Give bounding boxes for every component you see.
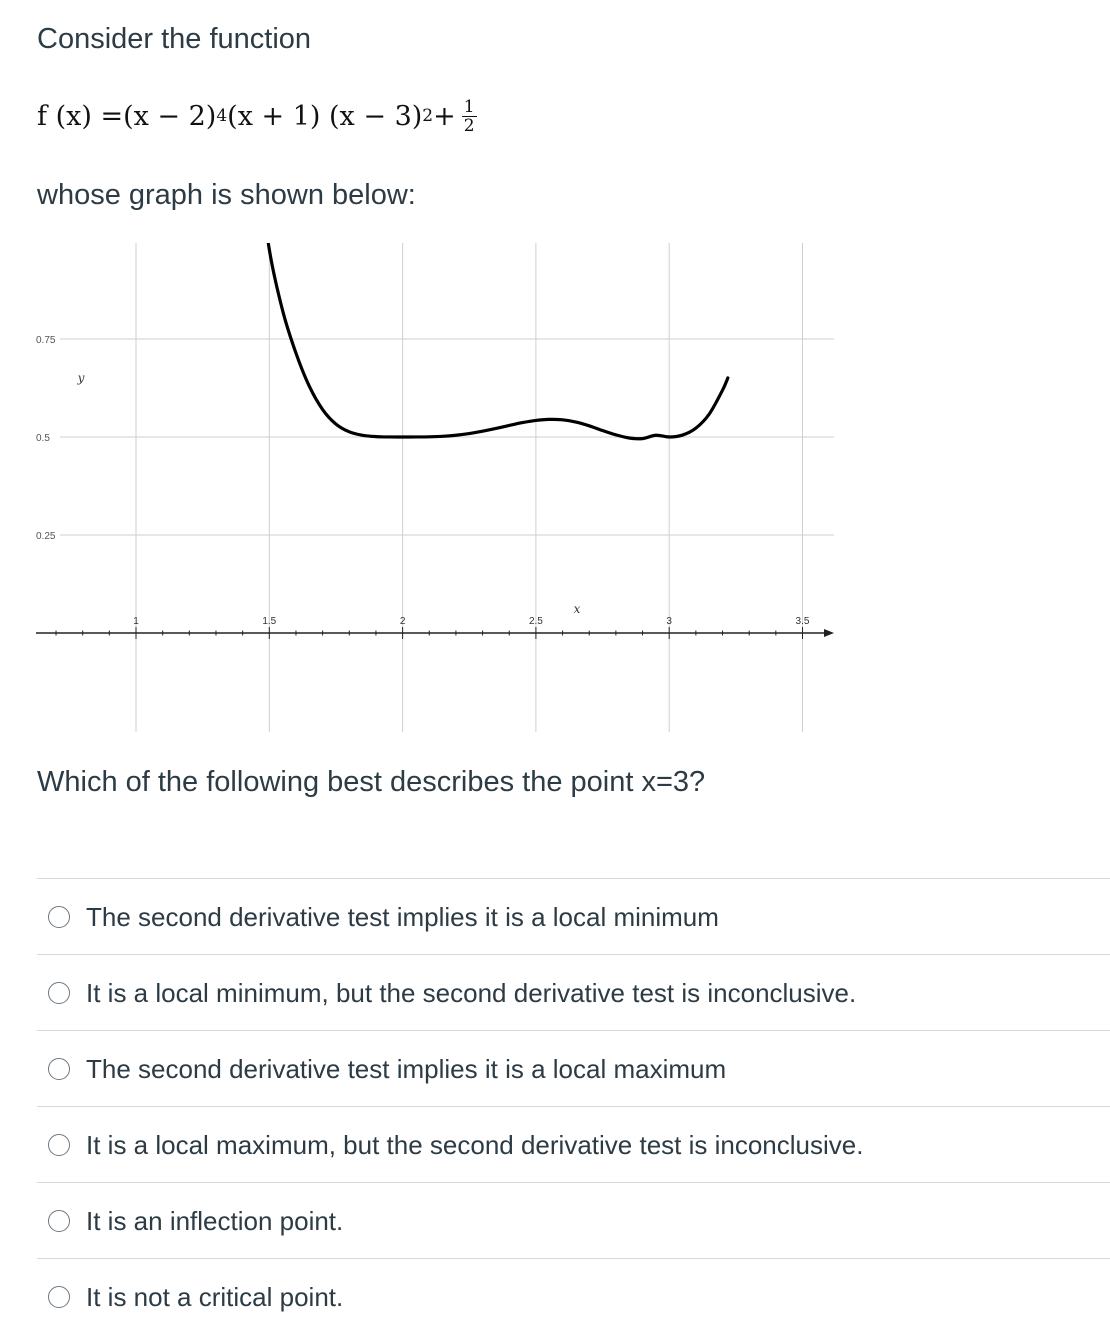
fraction-numerator: 1 bbox=[463, 96, 475, 117]
x-tick-label: 1.5 bbox=[262, 616, 277, 627]
answer-option[interactable] bbox=[37, 1258, 1110, 1334]
answer-option-label: It is a local minimum, but the second derivative test is inconclusive. bbox=[86, 977, 857, 1008]
answer-option-label: It is not a critical point. bbox=[86, 1281, 344, 1312]
radio-button[interactable] bbox=[48, 1058, 70, 1080]
y-tick-label: 0.25 bbox=[36, 531, 56, 542]
formula-term-1: (x − 2) bbox=[123, 100, 217, 132]
answer-option[interactable] bbox=[37, 1030, 1110, 1106]
function-graph bbox=[0, 230, 850, 735]
fraction-denominator: 2 bbox=[463, 115, 475, 136]
answer-option[interactable] bbox=[37, 1182, 1110, 1258]
answer-option[interactable] bbox=[37, 878, 1110, 954]
function-curve bbox=[256, 230, 728, 439]
radio-button[interactable] bbox=[48, 1210, 70, 1232]
x-tick-label: 3 bbox=[666, 616, 672, 627]
formula-fraction bbox=[462, 98, 477, 135]
answer-options bbox=[37, 878, 1110, 1334]
radio-button[interactable] bbox=[48, 906, 70, 928]
radio-button[interactable] bbox=[48, 1286, 70, 1308]
graph-caption: whose graph is shown below: bbox=[37, 179, 416, 211]
formula-exponent-2: 2 bbox=[422, 106, 434, 126]
x-axis-arrow bbox=[824, 629, 834, 637]
y-tick-label: 0.5 bbox=[36, 433, 50, 444]
function-formula bbox=[37, 86, 477, 146]
answer-option-label: It is an inflection point. bbox=[86, 1205, 344, 1236]
formula-lhs: f (x) = bbox=[37, 100, 124, 132]
answer-option-label: The second derivative test implies it is a local minimum bbox=[86, 901, 719, 932]
formula-term-2: (x + 1) (x − 3) bbox=[227, 100, 423, 132]
axes bbox=[36, 627, 834, 639]
x-tick-label: 3.5 bbox=[795, 616, 810, 627]
y-tick-label: 0.75 bbox=[36, 335, 56, 346]
x-tick-label: 1 bbox=[133, 616, 139, 627]
x-tick-label: 2.5 bbox=[528, 616, 543, 627]
answer-option[interactable] bbox=[37, 1106, 1110, 1182]
answer-option-label: The second derivative test implies it is a local maximum bbox=[86, 1053, 727, 1084]
answer-option[interactable] bbox=[37, 954, 1110, 1030]
radio-button[interactable] bbox=[48, 1134, 70, 1156]
x-tick-label: 2 bbox=[399, 616, 406, 627]
axis-labels bbox=[36, 335, 810, 627]
x-axis-label: x bbox=[573, 602, 581, 616]
radio-button[interactable] bbox=[48, 982, 70, 1004]
answer-option-label: It is a local maximum, but the second derivative test is inconclusive. bbox=[86, 1129, 864, 1160]
intro-text: Consider the function bbox=[37, 23, 312, 55]
curve-group bbox=[256, 230, 728, 439]
question-prompt: Which of the following best describes the point x=3? bbox=[37, 766, 706, 798]
grid-lines bbox=[60, 243, 834, 732]
y-axis-label: y bbox=[77, 371, 85, 385]
formula-exponent-1: 4 bbox=[216, 106, 228, 126]
formula-plus: + bbox=[433, 100, 456, 132]
